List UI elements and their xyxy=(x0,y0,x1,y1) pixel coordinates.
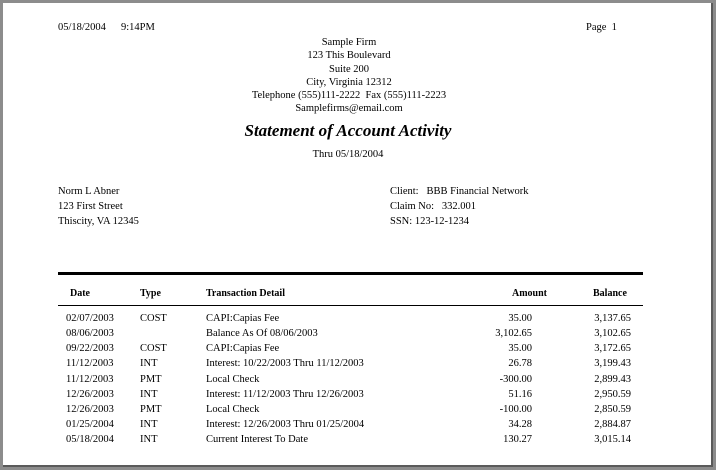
table-row xyxy=(3,374,703,389)
cell-date: 11/12/2003 xyxy=(66,374,114,385)
cell-balance: 2,899.43 xyxy=(594,374,631,385)
firm-name: Sample Firm xyxy=(321,37,377,48)
column-header-type: Type xyxy=(140,288,161,299)
cell-date: 02/07/2003 xyxy=(66,313,114,324)
cell-balance: 2,950.59 xyxy=(594,389,631,400)
cell-date: 12/26/2003 xyxy=(66,404,114,415)
cell-balance: 3,172.65 xyxy=(594,343,631,354)
cell-amount: -300.00 xyxy=(499,374,532,385)
cell-detail: Local Check xyxy=(206,404,260,415)
cell-amount: 130.27 xyxy=(503,434,532,445)
cell-balance: 3,137.65 xyxy=(594,313,631,324)
cell-detail: Interest: 12/26/2003 Thru 01/25/2004 xyxy=(206,419,365,430)
cell-amount: 51.16 xyxy=(508,389,532,400)
column-header-balance: Balance xyxy=(593,288,627,299)
page-number: 1 xyxy=(611,22,617,33)
client-info xyxy=(390,184,529,229)
cell-amount: 35.00 xyxy=(508,313,532,324)
column-header-amount: Amount xyxy=(512,288,548,299)
report-date: 05/18/2004 xyxy=(58,22,106,33)
table-row xyxy=(3,343,703,358)
cell-type: INT xyxy=(140,434,158,445)
table-row xyxy=(3,404,703,419)
report-period: Thru 05/18/2004 xyxy=(312,149,384,160)
report-time: 9:14PM xyxy=(121,22,155,33)
cell-type: COST xyxy=(140,343,167,354)
page-label: Page xyxy=(586,22,607,33)
table-row xyxy=(3,358,703,373)
cell-balance: 3,199.43 xyxy=(594,358,631,369)
cell-balance: 3,102.65 xyxy=(594,328,631,339)
firm-letterhead xyxy=(199,36,499,116)
firm-phone: Telephone (555)111-2222 Fax (555)111-2223 xyxy=(251,90,447,102)
ssn-value: 123-12-1234 xyxy=(414,216,470,227)
cell-date: 01/25/2004 xyxy=(66,419,114,430)
recipient-address xyxy=(58,184,139,229)
cell-amount: 34.28 xyxy=(508,419,532,430)
table-top-rule xyxy=(58,272,643,275)
table-row xyxy=(3,328,703,343)
firm-city: City, Virginia 12312 xyxy=(306,76,392,88)
cell-detail: Current Interest To Date xyxy=(206,434,308,445)
cell-amount: 35.00 xyxy=(508,343,532,354)
cell-balance: 2,850.59 xyxy=(594,404,631,415)
cell-type: COST xyxy=(140,313,167,324)
page-title: Statement of Account Activity xyxy=(244,121,452,140)
cell-detail: Interest: 11/12/2003 Thru 12/26/2003 xyxy=(206,389,364,400)
recipient-name: Norm L Abner xyxy=(58,186,120,197)
page-indicator xyxy=(586,22,617,33)
cell-date: 08/06/2003 xyxy=(66,328,114,339)
cell-detail: Balance As Of 08/06/2003 xyxy=(206,328,318,339)
column-header-date: Date xyxy=(70,288,90,299)
firm-email: Samplefirms@email.com xyxy=(295,103,403,115)
cell-date: 12/26/2003 xyxy=(66,389,114,400)
table-row xyxy=(3,434,703,449)
cell-amount: -100.00 xyxy=(499,404,532,415)
cell-date: 11/12/2003 xyxy=(66,358,114,369)
claim-value: 332.001 xyxy=(441,201,477,212)
cell-balance: 3,015.14 xyxy=(594,434,631,445)
table-row xyxy=(3,419,703,434)
cell-detail: Local Check xyxy=(206,374,260,385)
table-header-rule xyxy=(58,305,643,306)
firm-suite: Suite 200 xyxy=(329,63,369,75)
cell-detail: CAPI:Capias Fee xyxy=(206,313,280,324)
ssn-label: SSN: xyxy=(390,216,413,227)
recipient-city: Thiscity, VA 12345 xyxy=(58,216,139,227)
firm-street: 123 This Boulevard xyxy=(307,50,391,62)
cell-amount: 26.78 xyxy=(508,358,532,369)
cell-type: INT xyxy=(140,419,158,430)
statement-page xyxy=(3,3,713,467)
table-row xyxy=(3,313,703,328)
claim-label: Claim No: xyxy=(390,201,435,212)
cell-type: PMT xyxy=(140,374,162,385)
cell-type: PMT xyxy=(140,404,162,415)
recipient-street: 123 First Street xyxy=(58,201,123,212)
cell-date: 05/18/2004 xyxy=(66,434,114,445)
cell-detail: CAPI:Capias Fee xyxy=(206,343,280,354)
client-value: BBB Financial Network xyxy=(426,186,529,197)
table-row xyxy=(3,389,703,404)
cell-balance: 2,884.87 xyxy=(594,419,631,430)
cell-type: INT xyxy=(140,389,158,400)
client-label: Client: xyxy=(390,186,419,197)
cell-type: INT xyxy=(140,358,158,369)
cell-amount: 3,102.65 xyxy=(495,328,532,339)
cell-date: 09/22/2003 xyxy=(66,343,114,354)
cell-detail: Interest: 10/22/2003 Thru 11/12/2003 xyxy=(206,358,364,369)
column-header-detail: Transaction Detail xyxy=(206,288,285,299)
